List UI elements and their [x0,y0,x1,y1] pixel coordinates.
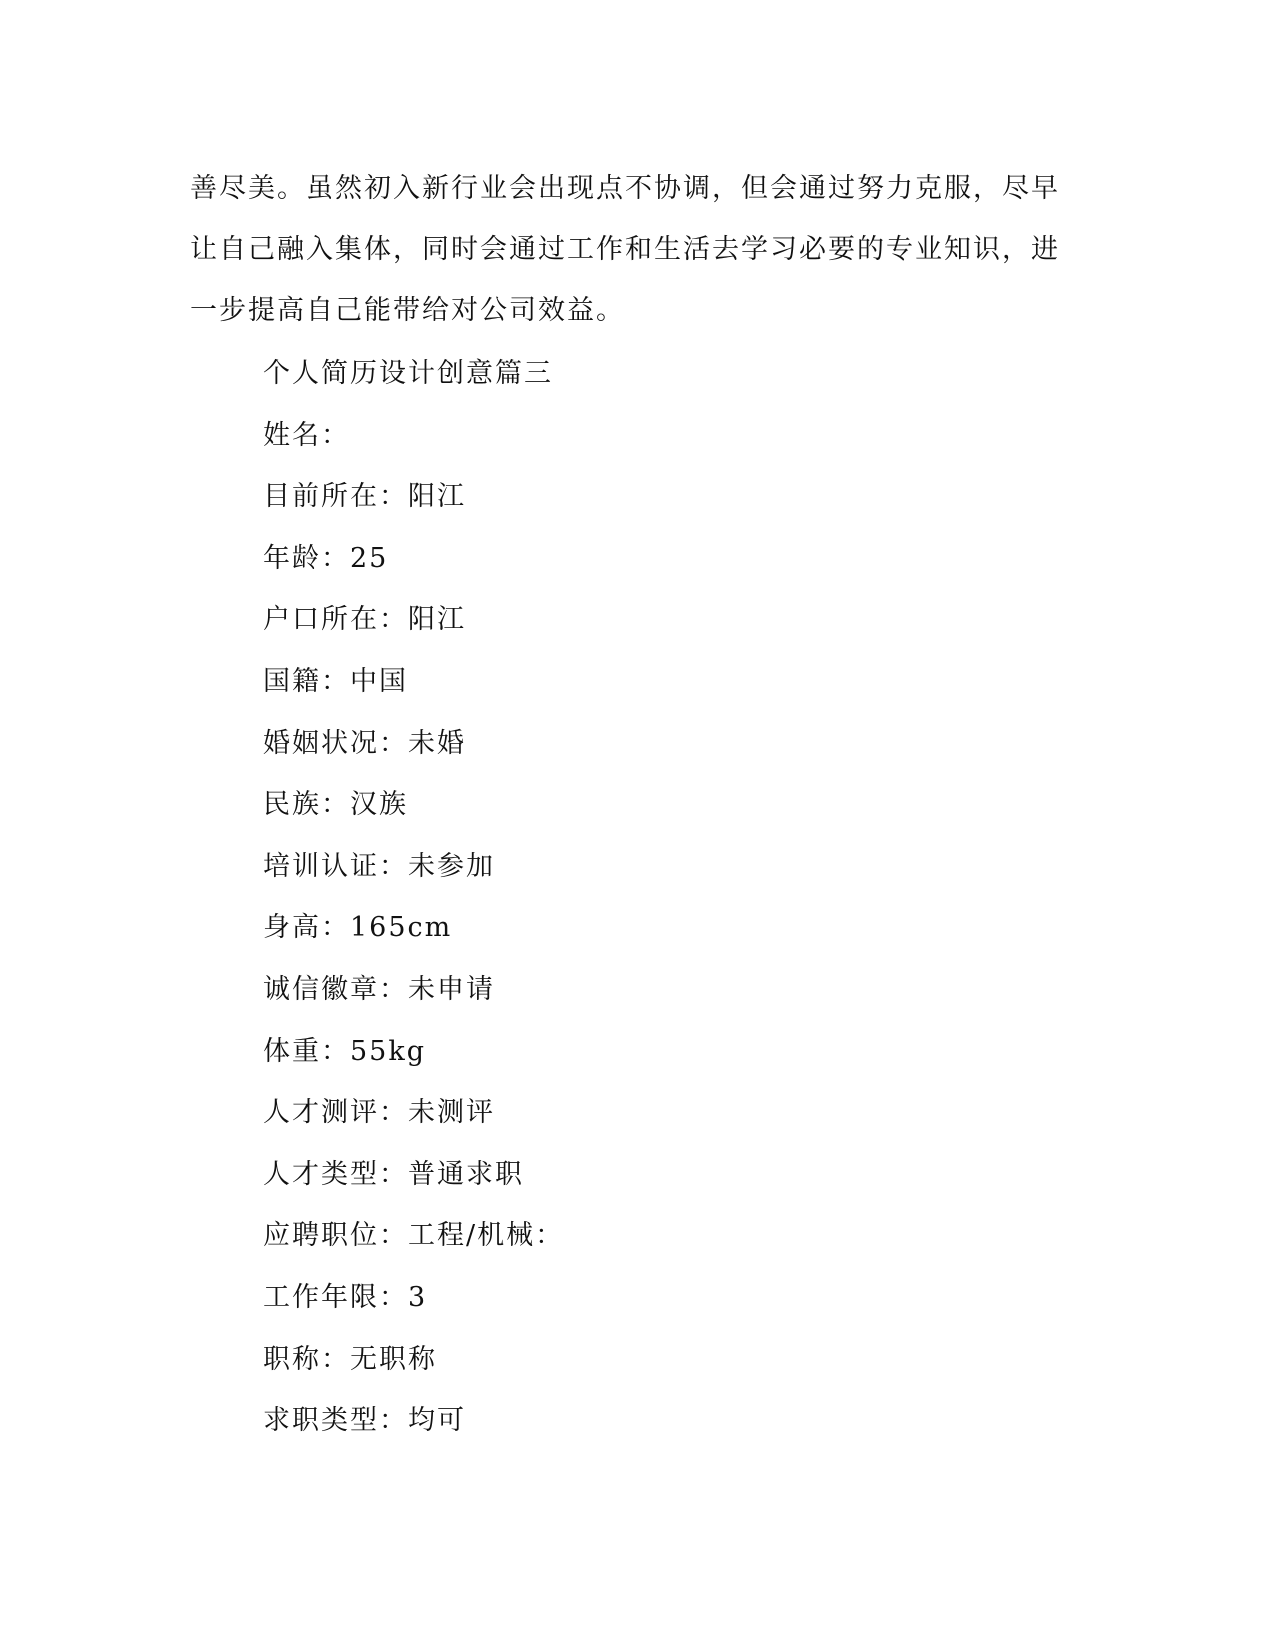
field-height: 身高：165cm [263,912,453,944]
field-integrity-badge: 诚信徽章：未申请 [263,973,495,1005]
field-professional-title: 职称：无职称 [263,1343,437,1375]
paragraph-line: 让自己融入集体，同时会通过工作和生活去学习必要的专业知识，进 [190,234,1060,265]
paragraph-line: 一步提高自己能带给对公司效益。 [190,295,625,326]
section-heading: 个人简历设计创意篇三 [263,358,553,389]
intro-paragraph [190,158,1070,341]
field-nationality: 国籍：中国 [263,665,408,697]
field-current-location: 目前所在：阳江 [263,481,466,513]
field-marital-status: 婚姻状况：未婚 [263,727,466,759]
field-training-certification: 培训认证：未参加 [263,850,495,882]
field-job-type: 求职类型：均可 [263,1405,466,1437]
paragraph-line: 善尽美。虽然初入新行业会出现点不协调，但会通过努力克服，尽早 [190,173,1060,204]
field-name: 姓名： [263,419,350,451]
field-applied-position: 应聘职位：工程/机械： [263,1220,565,1252]
resume-field-list [263,343,1043,1452]
field-ethnicity: 民族：汉族 [263,789,408,821]
field-age: 年龄：25 [263,542,389,574]
field-years-of-experience: 工作年限：3 [263,1281,428,1313]
field-household-registration: 户口所在：阳江 [263,604,466,636]
field-weight: 体重：55kg [263,1035,427,1067]
field-talent-type: 人才类型：普通求职 [263,1158,524,1190]
field-talent-assessment: 人才测评：未测评 [263,1097,495,1129]
